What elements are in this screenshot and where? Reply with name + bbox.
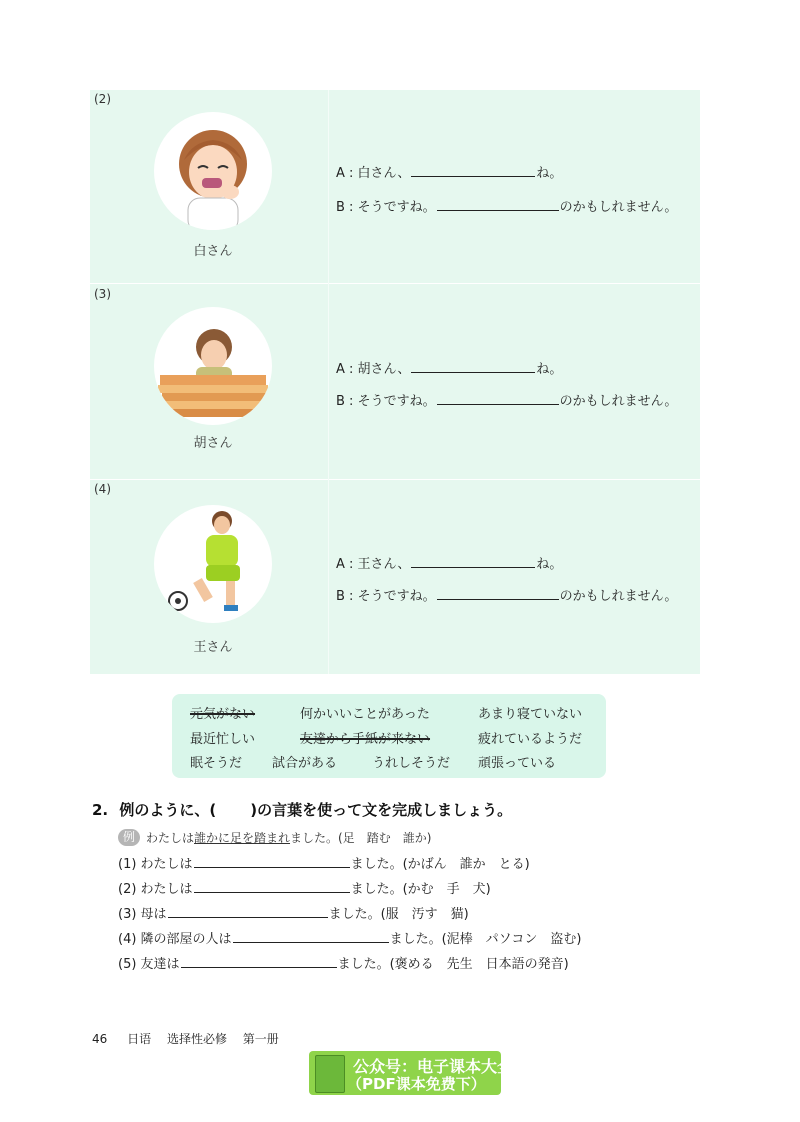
answer-blank[interactable]	[181, 955, 337, 968]
question-item	[118, 853, 530, 872]
word-choice-used: 友達から手紙が来ない	[300, 732, 431, 747]
page-footer	[92, 1030, 279, 1047]
title-text: )の言葉を使って文を完成しましょう。	[250, 801, 513, 819]
illustration-bai-laughing	[154, 112, 272, 230]
dialogue-line-a	[336, 162, 562, 181]
answer-blank[interactable]	[411, 555, 535, 568]
answer-blank[interactable]	[168, 905, 328, 918]
title-text: 例のように、(	[119, 801, 217, 819]
character-caption: 王さん	[193, 640, 233, 655]
answer-blank[interactable]	[411, 360, 535, 373]
answer-blank[interactable]	[437, 587, 559, 600]
word-choice: 最近忙しい	[190, 732, 256, 747]
exercise-number: (3)	[94, 287, 111, 301]
volume-name: 第一册	[242, 1032, 279, 1046]
item-suffix: ました。(かむ 手 犬)	[350, 882, 491, 897]
question-2-title	[92, 799, 512, 820]
answer-blank[interactable]	[194, 880, 350, 893]
answer-blank[interactable]	[233, 930, 389, 943]
item-label: (3) 母は	[118, 907, 167, 922]
character-caption: 白さん	[193, 244, 233, 259]
example-badge: 例	[118, 829, 140, 846]
word-choice: 何かいいことがあった	[300, 707, 430, 722]
item-suffix: ました。(かばん 誰か とる)	[350, 857, 530, 872]
item-suffix: ました。(褒める 先生 日本語の発音)	[337, 957, 569, 972]
question-item	[118, 878, 491, 897]
line-suffix: ね。	[536, 362, 563, 377]
example-answer: 誰かに足を踏まれ	[194, 831, 291, 845]
line-suffix: のかもしれません。	[559, 394, 678, 409]
line-prefix: B : そうですね。	[336, 394, 436, 409]
illustration-wang-soccer	[154, 505, 272, 623]
line-suffix: のかもしれません。	[559, 200, 678, 215]
question-item	[118, 903, 469, 922]
example-text: ました。(足 踏む 誰か)	[290, 831, 432, 845]
line-prefix: B : そうですね。	[336, 589, 436, 604]
book-title: 日语	[127, 1032, 152, 1046]
dialogue-line-b	[336, 390, 677, 409]
answer-blank[interactable]	[437, 392, 559, 405]
dialogue-line-a	[336, 553, 562, 572]
watermark-line-2: （PDF课本免费下）	[347, 1075, 486, 1093]
item-label: (5) 友達は	[118, 957, 180, 972]
watermark-line-1: 公众号：电子课本大全	[353, 1057, 514, 1076]
book-icon	[315, 1055, 345, 1093]
watermark-banner	[309, 1051, 514, 1095]
item-label: (4) 隣の部屋の人は	[118, 932, 232, 947]
item-label: (1) わたしは	[118, 857, 193, 872]
line-prefix: A : 白さん、	[336, 166, 411, 181]
answer-blank[interactable]	[437, 198, 559, 211]
word-choice: あまり寝ていない	[478, 707, 583, 722]
question-number: 2.	[92, 801, 109, 819]
panel-column-divider	[328, 90, 329, 674]
word-choice-used: 元気がない	[190, 707, 256, 722]
item-suffix: ました。(服 汚す 猫)	[328, 907, 469, 922]
word-choice: 眠そうだ	[190, 756, 243, 771]
word-choice: うれしそうだ	[372, 756, 451, 771]
line-prefix: A : 王さん、	[336, 557, 411, 572]
item-suffix: ました。(泥棒 パソコン 盗む)	[389, 932, 582, 947]
dialogue-line-a	[336, 358, 562, 377]
exercise-number: (4)	[94, 482, 111, 496]
example-text: わたしは	[146, 831, 195, 845]
exercise-number: (2)	[94, 92, 111, 106]
line-suffix: ね。	[536, 166, 563, 181]
word-choice: 試合がある	[272, 756, 338, 771]
word-choice: 頑張っている	[478, 756, 557, 771]
line-suffix: ね。	[536, 557, 563, 572]
page-number: 46	[92, 1032, 108, 1046]
dialogue-line-b	[336, 585, 677, 604]
panel-divider	[90, 283, 700, 284]
word-choice: 疲れているようだ	[478, 732, 583, 747]
line-prefix: A : 胡さん、	[336, 362, 411, 377]
illustration-hu-tired-desk	[154, 307, 272, 425]
example-sentence	[146, 829, 431, 846]
panel-divider	[90, 479, 700, 480]
item-label: (2) わたしは	[118, 882, 193, 897]
character-caption: 胡さん	[193, 436, 233, 451]
course-name: 选择性必修	[166, 1032, 227, 1046]
question-item	[118, 928, 581, 947]
question-item	[118, 953, 569, 972]
dialogue-line-b	[336, 196, 677, 215]
answer-blank[interactable]	[411, 164, 535, 177]
answer-blank[interactable]	[194, 855, 350, 868]
line-suffix: のかもしれません。	[559, 589, 678, 604]
line-prefix: B : そうですね。	[336, 200, 436, 215]
